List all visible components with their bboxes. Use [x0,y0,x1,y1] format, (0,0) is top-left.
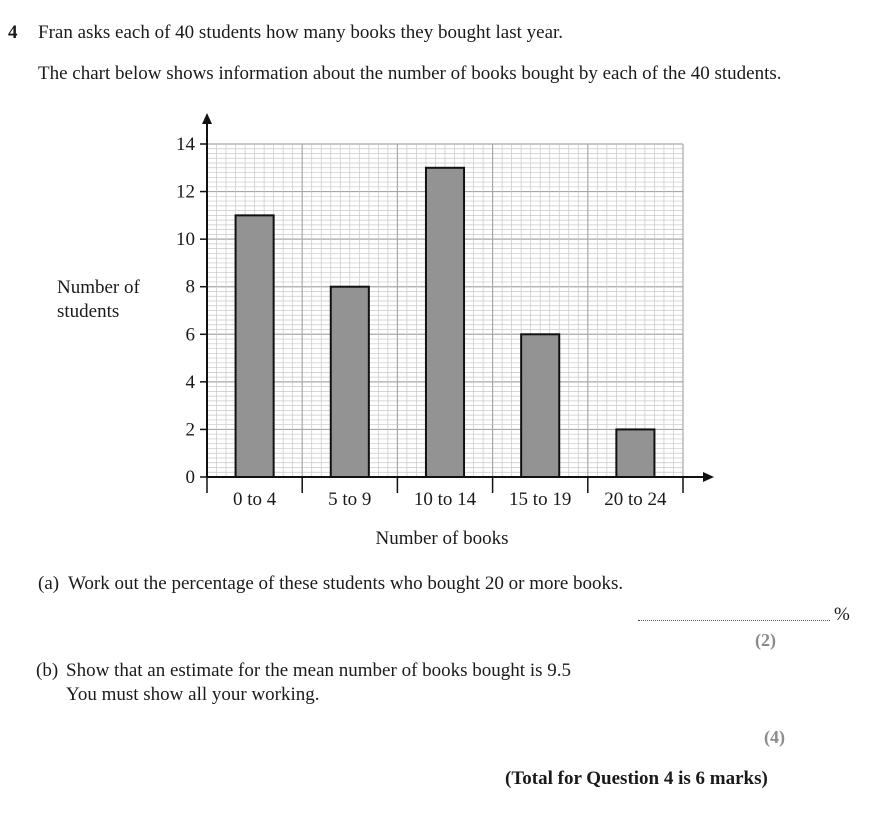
x-axis-label: Number of books [375,528,509,549]
y-tick-label: 2 [185,419,195,441]
part-a-unit: % [834,604,850,625]
total-marks: (Total for Question 4 is 6 marks) [505,768,768,789]
x-tick-label: 0 to 4 [232,489,277,510]
y-tick-label: 10 [176,229,195,251]
question-intro: Fran asks each of 40 students how many books they bought last year. [38,22,564,43]
y-tick-label: 4 [185,371,195,393]
part-a-marks: (2) [755,630,776,650]
y-tick-label: 8 [185,276,195,298]
x-axis-arrow [703,472,714,482]
bar-5-to-9 [331,287,369,477]
part-a-answer-line[interactable] [638,606,830,621]
y-tick-label: 12 [176,181,195,203]
x-tick-label: 20 to 24 [604,489,667,510]
bar-20-to-24 [616,429,654,477]
chart-bars [236,168,655,477]
x-tick-label: 15 to 19 [509,489,572,510]
bar-15-to-19 [521,334,559,477]
y-axis-label-line2: students [57,301,120,322]
part-a-text: Work out the percentage of these students who bought 20 or more books. [68,573,624,594]
y-tick-label: 14 [176,134,195,155]
y-tick-label: 6 [185,324,195,346]
question-number: 4 [8,22,18,43]
y-axis-arrow [202,113,212,124]
part-b-line2: You must show all your working. [66,684,320,705]
bar-10-to-14 [426,168,464,477]
part-b-label: (b) [36,660,59,681]
x-tick-label: 5 to 9 [328,489,372,510]
chart-caption: The chart below shows information about the number of books bought by each of the 40 students. [38,63,782,84]
part-b-line1: Show that an estimate for the mean number of books bought is 9.5 [66,660,571,681]
y-tick-label: 0 [185,467,195,488]
bar-0-to-4 [236,215,274,477]
part-b-marks: (4) [764,727,785,747]
x-tick-label: 10 to 14 [413,489,477,510]
part-a-label: (a) [38,573,60,594]
y-axis-label-line1: Number of [57,277,140,298]
